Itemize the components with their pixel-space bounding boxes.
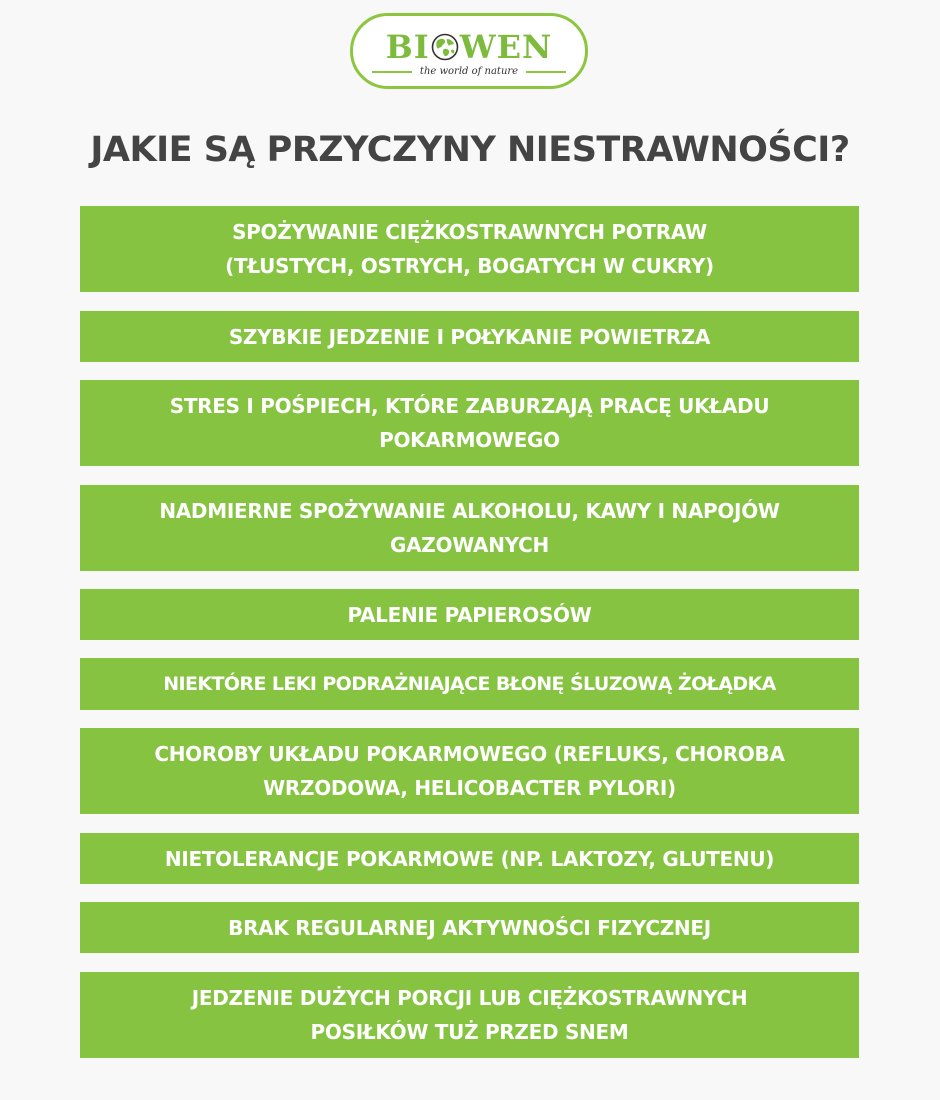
cause-item	[80, 206, 859, 292]
cause-text-line1: CHOROBY UKŁADU POKARMOWEGO (REFLUKS, CHOROBA	[154, 742, 785, 766]
cause-item	[80, 972, 859, 1058]
cause-text-line1: SZYBKIE JEDZENIE I POŁYKANIE POWIETRZA	[228, 324, 711, 349]
brand-wordmark	[353, 30, 585, 64]
cause-text-line2: WRZODOWA, HELICOBACTER PYLORI)	[263, 776, 676, 800]
cause-item	[80, 485, 859, 571]
cause-text-line1: BRAK REGULARNEJ AKTYWNOŚCI FIZYCZNEJ	[228, 915, 711, 940]
cause-item	[80, 658, 859, 710]
tagline-rule-left	[372, 71, 412, 73]
cause-item	[80, 311, 859, 362]
tagline-text: the world of nature	[419, 66, 519, 77]
cause-text-line1: SPOŻYWANIE CIĘŻKOSTRAWNYCH POTRAW	[232, 220, 707, 244]
cause-text-line2: POKARMOWEGO	[379, 428, 560, 452]
page-title: JAKIE SĄ PRZYCZYNY NIESTRAWNOŚCI?	[90, 130, 850, 170]
cause-text-line1: STRES I POŚPIECH, KTÓRE ZABURZAJĄ PRACĘ UKŁADU	[169, 394, 770, 418]
cause-item	[80, 380, 859, 466]
cause-text-line2: POSIŁKÓW TUŻ PRZED SNEM	[310, 1020, 629, 1044]
cause-text-line1: JEDZENIE DUŻYCH PORCJI LUB CIĘŻKOSTRAWNYCH	[191, 986, 748, 1010]
cause-item	[80, 902, 859, 953]
cause-text-line1: NIEKTÓRE LEKI PODRAŻNIAJĄCE BŁONĘ ŚLUZOWĄ ŻOŁĄDKA	[163, 673, 776, 695]
cause-item	[80, 728, 859, 814]
brand-logo	[350, 13, 588, 89]
cause-item	[80, 833, 859, 884]
brand-tagline	[353, 66, 585, 77]
cause-text-line1: PALENIE PAPIEROSÓW	[347, 602, 592, 627]
cause-text-line1: NIETOLERANCJE POKARMOWE (NP. LAKTOZY, GLUTENU)	[164, 846, 775, 871]
cause-text-line2: GAZOWANYCH	[390, 533, 549, 557]
cause-text-line1: NADMIERNE SPOŻYWANIE ALKOHOLU, KAWY I NAPOJÓW	[159, 499, 780, 523]
tagline-rule-right	[526, 71, 566, 73]
globe-icon	[431, 33, 459, 61]
brand-text-left: BI	[385, 28, 430, 66]
brand-text-right: WEN	[459, 28, 553, 66]
cause-text-line2: (TŁUSTYCH, OSTRYCH, BOGATYCH W CUKRY)	[225, 254, 714, 278]
cause-item	[80, 589, 859, 640]
